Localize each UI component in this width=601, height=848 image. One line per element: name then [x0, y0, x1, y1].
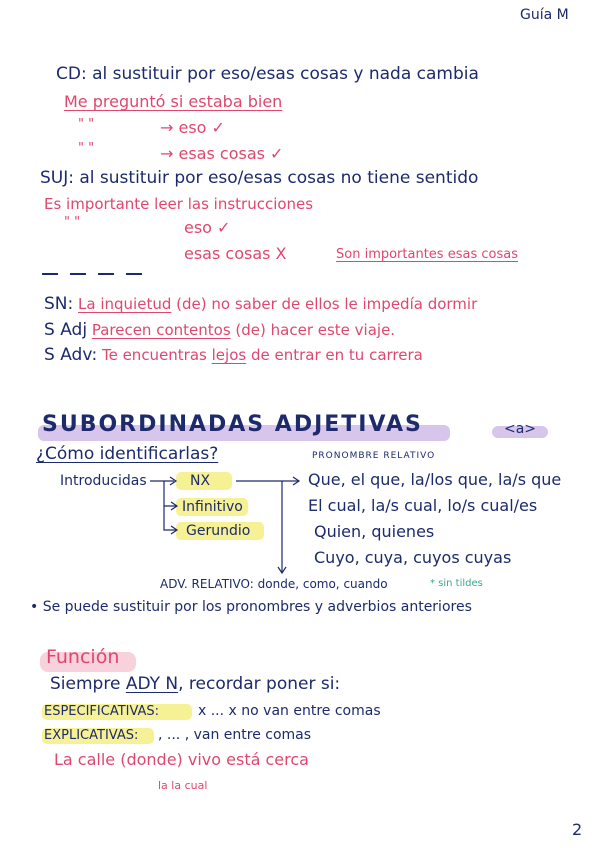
pronombre-item: Cuyo, cuya, cuyos cuyas	[314, 548, 512, 567]
funcion-note: la la cual	[158, 779, 208, 792]
sadv-underlined: lejos	[211, 346, 247, 364]
funcion-example: La calle (donde) vivo está cerca	[54, 750, 309, 769]
especificativas-label: ESPECIFICATIVAS:	[44, 704, 160, 719]
sustituir-bullet: • Se puede sustituir por los pronombres y adverbios anteriores	[30, 599, 472, 615]
cd-ditto-1: " "	[78, 117, 95, 132]
pronombre-item: El cual, la/s cual, lo/s cual/es	[308, 496, 538, 515]
explicativas-label: EXPLICATIVAS:	[44, 728, 139, 743]
siempre-line	[50, 676, 340, 693]
pronombre-label: PRONOMBRE RELATIVO	[312, 451, 436, 461]
adv-relativo: ADV. RELATIVO: donde, como, cuando	[160, 577, 388, 591]
siempre-b: , recordar poner si:	[178, 674, 341, 694]
subordinadas-tag: <a>	[504, 421, 537, 437]
suj-note: Son importantes esas cosas	[336, 247, 518, 262]
cd-rule: CD: al sustituir por eso/esas cosas y nada cambia	[56, 64, 479, 84]
cd-sub-esas-cosas: → esas cosas ✓	[160, 144, 284, 163]
sadv-before: Te encuentras	[101, 346, 207, 364]
page-header: Guía M	[520, 7, 569, 23]
pronombre-item: Quien, quienes	[314, 522, 435, 541]
sn-underlined: La inquietud	[78, 295, 172, 313]
sadj-rest: (de) hacer este viaje.	[235, 321, 396, 339]
sadj-label: S Adj	[44, 320, 88, 340]
subordinadas-heading: SUBORDINADAS ADJETIVAS	[42, 412, 423, 437]
sadv-label: S Adv:	[44, 345, 98, 365]
pronombre-item: Que, el que, la/los que, la/s que	[308, 470, 562, 489]
sadj-underlined: Parecen contentos	[91, 321, 231, 339]
suj-sub-eso: eso ✓	[184, 218, 231, 237]
explicativas-text: , ... , van entre comas	[158, 727, 312, 743]
suj-example: Es importante leer las instrucciones	[44, 195, 314, 213]
nx-label: NX	[190, 473, 211, 489]
sn-label: SN:	[44, 294, 74, 314]
funcion-heading: Función	[46, 646, 120, 668]
cd-example: Me preguntó si estaba bien	[64, 92, 283, 111]
sin-tildes-note: * sin tildes	[430, 578, 483, 589]
sadv-after: de entrar en tu carrera	[250, 346, 423, 364]
identify-question: ¿Cómo identificarlas?	[36, 444, 219, 464]
suj-sub-esas-cosas: esas cosas X	[184, 244, 287, 263]
sn-rest: (de) no saber de ellos le impedía dormir	[176, 295, 478, 313]
suj-ditto: " "	[64, 215, 81, 230]
gerundio-label: Gerundio	[186, 523, 251, 539]
siempre-a: Siempre	[50, 674, 121, 694]
infinitivo-label: Infinitivo	[182, 499, 243, 515]
especificativas-text: x ... x no van entre comas	[198, 703, 381, 719]
ady-n: ADY N	[125, 674, 179, 694]
suj-rule: SUJ: al sustituir por eso/esas cosas no tiene sentido	[40, 168, 479, 188]
introducidas-label: Introducidas	[60, 473, 147, 489]
cd-sub-eso: → eso ✓	[160, 118, 225, 137]
cd-ditto-2: " "	[78, 141, 95, 156]
page-number: 2	[572, 820, 583, 839]
